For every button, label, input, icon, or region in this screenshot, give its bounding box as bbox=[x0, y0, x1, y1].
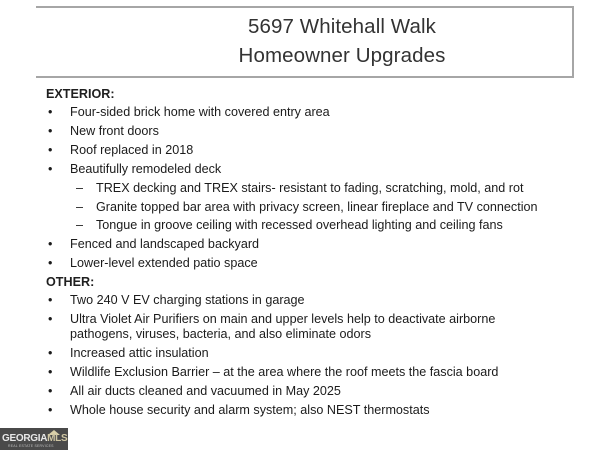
bullet-icon: • bbox=[48, 162, 53, 176]
section-heading-exterior: EXTERIOR: bbox=[46, 87, 115, 101]
bullet-icon: • bbox=[48, 365, 53, 379]
georgia-mls-watermark bbox=[0, 428, 68, 450]
bullet-icon: • bbox=[48, 237, 53, 251]
watermark-brand: GEORGIAMLS bbox=[2, 433, 68, 444]
dash-icon: – bbox=[76, 200, 84, 214]
bullet-icon: • bbox=[48, 124, 53, 138]
bullet-icon: • bbox=[48, 105, 53, 119]
dash-icon: – bbox=[76, 181, 84, 195]
page-title-address: 5697 Whitehall Walk bbox=[247, 15, 436, 38]
bullet-icon: • bbox=[48, 256, 53, 270]
bullet-icon: • bbox=[48, 312, 53, 326]
bullet-icon: • bbox=[48, 403, 53, 417]
bullet-icon: • bbox=[48, 293, 53, 307]
section-heading-other: OTHER: bbox=[46, 275, 95, 289]
bullet-icon: • bbox=[48, 384, 53, 398]
bullet-icon: • bbox=[48, 143, 53, 157]
title-box bbox=[36, 6, 574, 78]
dash-icon: – bbox=[76, 218, 84, 232]
watermark-tagline: REAL ESTATE SERVICES bbox=[8, 444, 54, 448]
page-title-subtitle: Homeowner Upgrades bbox=[238, 44, 446, 67]
bullet-icon: • bbox=[48, 346, 53, 360]
